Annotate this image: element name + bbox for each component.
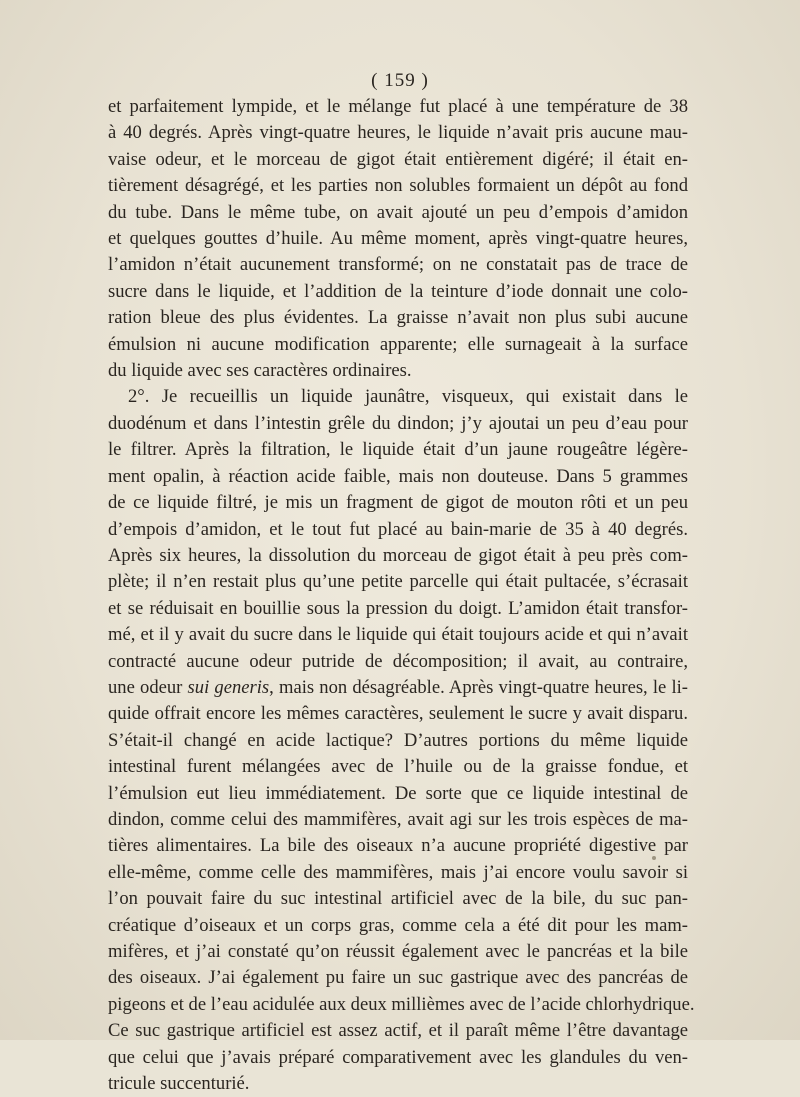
text-line: du tube. Dans le même tube, on avait ajouté un peu d’empois d’amidon [108,201,688,223]
text-line: mifères, et j’ai constaté qu’on réussit également avec le pancréas et la bile [108,941,688,962]
text-line: 2°. Je recueillis un liquide jaunâtre, visqueux, qui existait dans le [128,386,688,408]
italic-phrase: sui generis [187,676,270,698]
text-line: et parfaitement lympide, et le mélange fut placé à une température de 38 [108,96,688,117]
text-line: intestinal furent mélangées avec de l’huile ou de la graisse fondue, et [108,756,688,778]
text-line: le filtrer. Après la filtration, le liquide était d’un jaune rougeâtre légère- [108,439,688,461]
text-line: créatique d’oiseaux et un corps gras, comme cela a été dit pour les mam- [108,914,688,936]
text-segment: , mais non désagréable. Après vingt-quatre heures, le li- [269,676,688,698]
text-line: contracté aucune odeur putride de décomposition; il avait, au contraire, [108,650,688,672]
text-line: ment opalin, à réaction acide faible, mais non douteuse. Dans 5 grammes [108,465,688,487]
text-line: plète; il n’en restait plus qu’une petite parcelle qui était pultacée, s’écrasait [108,571,688,593]
text-line: pigeons et de l’eau acidulée aux deux millièmes avec de l’acide chlorhydrique. [108,993,695,1015]
text-line: elle-même, comme celle des mammifères, mais j’ai encore voulu savoir si [108,861,688,883]
text-line: Ce suc gastrique artificiel est assez actif, et il paraît même l’être davantage [108,1020,688,1042]
text-line: à 40 degrés. Après vingt-quatre heures, le liquide n’avait pris aucune mau- [108,122,688,144]
body-text [108,94,695,1097]
text-line: l’on pouvait faire du suc intestinal artificiel avec de la bile, du suc pan- [108,888,688,910]
text-segment: une odeur [108,676,188,698]
text-line [108,675,688,701]
text-line: vaise odeur, et le morceau de gigot était entièrement digéré; il était en- [108,148,688,170]
text-line: Après six heures, la dissolution du morceau de gigot était à peu près com- [108,544,688,566]
text-line: tières alimentaires. La bile des oiseaux n’a aucune propriété digestive par [108,835,688,857]
page-number: ( 159 ) [371,70,429,91]
text-line: du liquide avec ses caractères ordinaires. [108,360,412,382]
text-line: l’amidon n’était aucunement transformé; on ne constatait pas de trace de [108,254,688,276]
text-line: que celui que j’avais préparé comparativement avec les glandules du ven- [108,1046,688,1068]
text-line: l’émulsion eut lieu immédiatement. De sorte que ce liquide intestinal de [108,782,688,804]
text-line: duodénum et dans l’intestin grêle du dindon; j’y ajoutai un peu d’eau pour [108,412,688,434]
text-line: quide offrait encore les mêmes caractères, seulement le sucre y avait disparu. [108,703,688,725]
text-line: dindon, comme celui des mammifères, avait agi sur les trois espèces de ma- [108,808,688,830]
text-line: sucre dans le liquide, et l’addition de la teinture d’iode donnait une colo- [108,280,688,302]
text-line: ration bleue des plus évidentes. La graisse n’avait non plus subi aucune [108,307,688,329]
text-line: émulsion ni aucune modification apparente; elle surnageait à la surface [108,333,688,355]
paper-speck [652,856,656,860]
text-line: mé, et il y avait du sucre dans le liquide qui était toujours acide et qui n’avait [108,624,688,646]
text-line: d’empois d’amidon, et le tout fut placé au bain-marie de 35 à 40 degrés. [108,518,688,540]
text-line: tièrement désagrégé, et les parties non solubles formaient un dépôt au fond [108,175,688,197]
text-line: et quelques gouttes d’huile. Au même moment, après vingt-quatre heures, [108,228,688,250]
text-line: des oiseaux. J’ai également pu faire un suc gastrique avec des pancréas de [108,967,688,989]
text-line: S’était-il changé en acide lactique? D’autres portions du même liquide [108,729,688,751]
text-line: tricule succenturié. [108,1073,250,1095]
text-line: de ce liquide filtré, je mis un fragment de gigot de mouton rôti et un peu [108,492,688,514]
text-line: et se réduisait en bouillie sous la pression du doigt. L’amidon était transfor- [108,597,688,619]
